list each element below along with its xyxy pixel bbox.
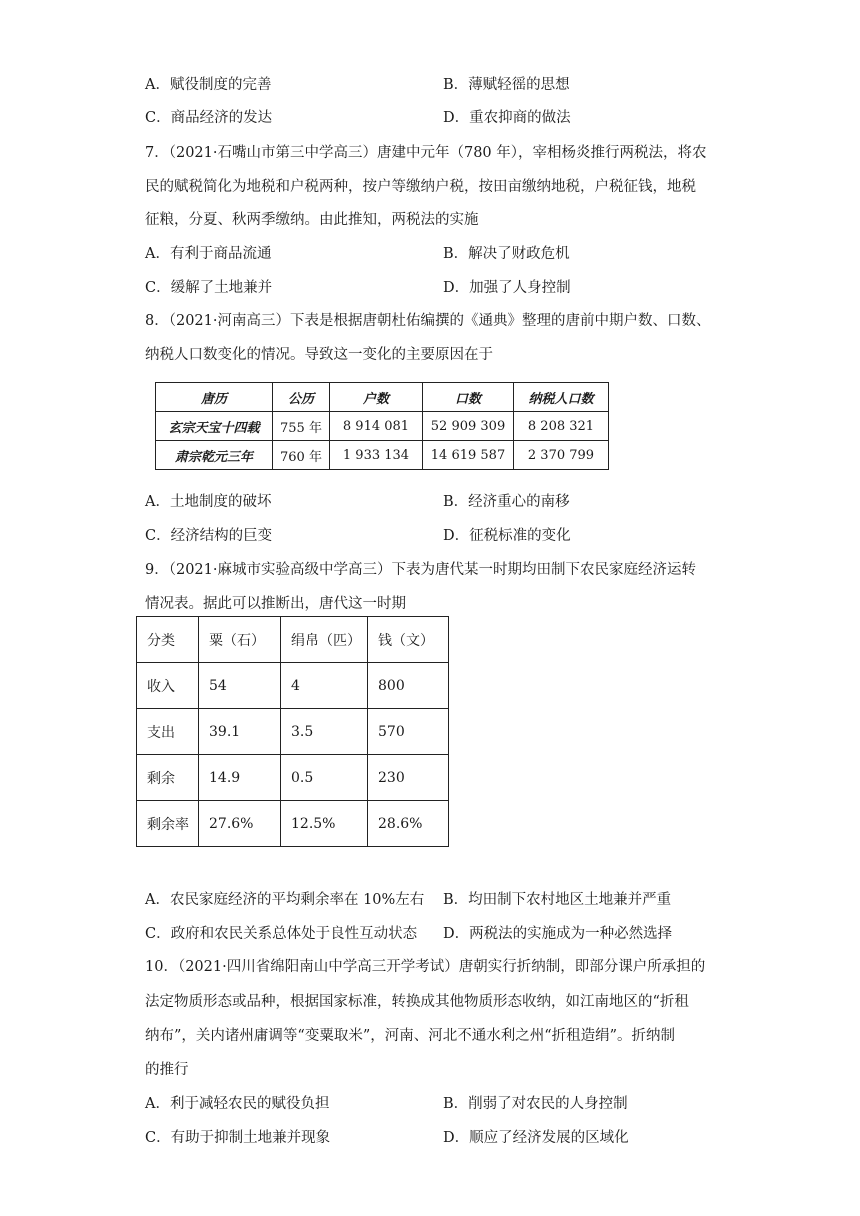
table-cell: 收入 bbox=[137, 663, 199, 709]
table-header-row bbox=[156, 383, 609, 412]
table-cell: 0.5 bbox=[281, 755, 368, 801]
table-cell: 3.5 bbox=[281, 709, 368, 755]
q9-stem-line-1: 9．（2021·麻城市实验高级中学高三）下表为唐代某一时期均田制下农民家庭经济运转 bbox=[145, 562, 696, 578]
q10-stem-line-3: 纳布”，关内诸州庸调等“变粟取米”，河南、河北不通水利之州“折租造绢”。折纳制 bbox=[145, 1028, 676, 1044]
q8-stem-line-2: 纳税人口数变化的情况。导致这一变化的主要原因在于 bbox=[145, 347, 493, 363]
table-cell: 760 年 bbox=[273, 441, 330, 470]
q8-option-a: A．土地制度的破坏 bbox=[145, 494, 272, 510]
table-header-cell: 粟（石） bbox=[199, 617, 281, 663]
table-cell: 14.9 bbox=[199, 755, 281, 801]
table-row bbox=[137, 755, 449, 801]
q6-option-c: C．商品经济的发达 bbox=[145, 110, 273, 126]
table-cell: 52 909 309 bbox=[423, 412, 514, 441]
table-cell: 39.1 bbox=[199, 709, 281, 755]
table-header-cell: 纳税人口数 bbox=[514, 383, 609, 412]
q8-option-d: D．征税标准的变化 bbox=[443, 528, 571, 544]
q10-option-d: D．顺应了经济发展的区域化 bbox=[443, 1130, 629, 1146]
table-row bbox=[137, 709, 449, 755]
table-header-row bbox=[137, 617, 449, 663]
table-cell: 54 bbox=[199, 663, 281, 709]
q8-stem-line-1: 8．（2021·河南高三）下表是根据唐朝杜佑编撰的《通典》整理的唐前中期户数、口数、 bbox=[145, 313, 711, 329]
table-cell: 800 bbox=[368, 663, 449, 709]
q9-option-b: B．均田制下农村地区土地兼并严重 bbox=[443, 892, 672, 908]
q10-stem-line-4: 的推行 bbox=[145, 1062, 189, 1078]
q8-population-table bbox=[155, 382, 609, 470]
table-header-cell: 唐历 bbox=[156, 383, 273, 412]
table-cell: 玄宗天宝十四载 bbox=[156, 412, 273, 441]
q10-stem-line-1: 10．（2021·四川省绵阳南山中学高三开学考试）唐朝实行折纳制，即部分课户所承担的 bbox=[145, 959, 706, 975]
q7-option-b: B．解决了财政危机 bbox=[443, 246, 570, 262]
q7-option-a: A．有利于商品流通 bbox=[145, 246, 272, 262]
q8-option-c: C．经济结构的巨变 bbox=[145, 528, 273, 544]
table-cell: 12.5% bbox=[281, 801, 368, 847]
table-cell: 剩余 bbox=[137, 755, 199, 801]
table-cell: 2 370 799 bbox=[514, 441, 609, 470]
table-cell: 14 619 587 bbox=[423, 441, 514, 470]
table-row bbox=[156, 441, 609, 470]
table-cell: 支出 bbox=[137, 709, 199, 755]
table-row bbox=[137, 801, 449, 847]
q6-option-b: B．薄赋轻徭的思想 bbox=[443, 77, 570, 93]
table-cell: 570 bbox=[368, 709, 449, 755]
q7-stem-line-3: 征粮，分夏、秋两季缴纳。由此推知，两税法的实施 bbox=[145, 212, 479, 228]
table-cell: 230 bbox=[368, 755, 449, 801]
table-row bbox=[137, 663, 449, 709]
q9-household-economy-table bbox=[136, 616, 449, 847]
q8-option-b: B．经济重心的南移 bbox=[443, 494, 570, 510]
q7-option-d: D．加强了人身控制 bbox=[443, 280, 571, 296]
q10-option-a: A．利于减轻农民的赋役负担 bbox=[145, 1096, 330, 1112]
table-cell: 755 年 bbox=[273, 412, 330, 441]
table-cell: 4 bbox=[281, 663, 368, 709]
table-cell: 8 208 321 bbox=[514, 412, 609, 441]
table-header-cell: 公历 bbox=[273, 383, 330, 412]
table-header-cell: 户数 bbox=[330, 383, 423, 412]
q7-option-c: C．缓解了土地兼并 bbox=[145, 280, 273, 296]
q10-stem-line-2: 法定物质形态或品种，根据国家标准，转换成其他物质形态收纳，如江南地区的“折租 bbox=[145, 994, 689, 1010]
table-cell: 肃宗乾元三年 bbox=[156, 441, 273, 470]
q9-stem-line-2: 情况表。据此可以推断出，唐代这一时期 bbox=[145, 596, 406, 612]
q6-option-d: D．重农抑商的做法 bbox=[443, 110, 571, 126]
q10-option-c: C．有助于抑制土地兼并现象 bbox=[145, 1130, 331, 1146]
table-header-cell: 绢帛（匹） bbox=[281, 617, 368, 663]
q9-option-c: C．政府和农民关系总体处于良性互动状态 bbox=[145, 926, 418, 942]
table-cell: 28.6% bbox=[368, 801, 449, 847]
table-cell: 1 933 134 bbox=[330, 441, 423, 470]
q9-option-d: D．两税法的实施成为一种必然选择 bbox=[443, 926, 673, 942]
table-cell: 剩余率 bbox=[137, 801, 199, 847]
table-row bbox=[156, 412, 609, 441]
q9-option-a: A．农民家庭经济的平均剩余率在 10%左右 bbox=[145, 892, 425, 908]
q7-stem-line-2: 民的赋税简化为地税和户税两种，按户等缴纳户税，按田亩缴纳地税，户税征钱，地税 bbox=[145, 179, 696, 195]
table-cell: 27.6% bbox=[199, 801, 281, 847]
table-header-cell: 分类 bbox=[137, 617, 199, 663]
table-header-cell: 口数 bbox=[423, 383, 514, 412]
table-header-cell: 钱（文） bbox=[368, 617, 449, 663]
q10-option-b: B．削弱了对农民的人身控制 bbox=[443, 1096, 628, 1112]
q7-stem-line-1: 7．（2021·石嘴山市第三中学高三）唐建中元年（780 年），宰相杨炎推行两税法，将农 bbox=[145, 145, 707, 161]
table-cell: 8 914 081 bbox=[330, 412, 423, 441]
q6-option-a: A．赋役制度的完善 bbox=[145, 77, 272, 93]
